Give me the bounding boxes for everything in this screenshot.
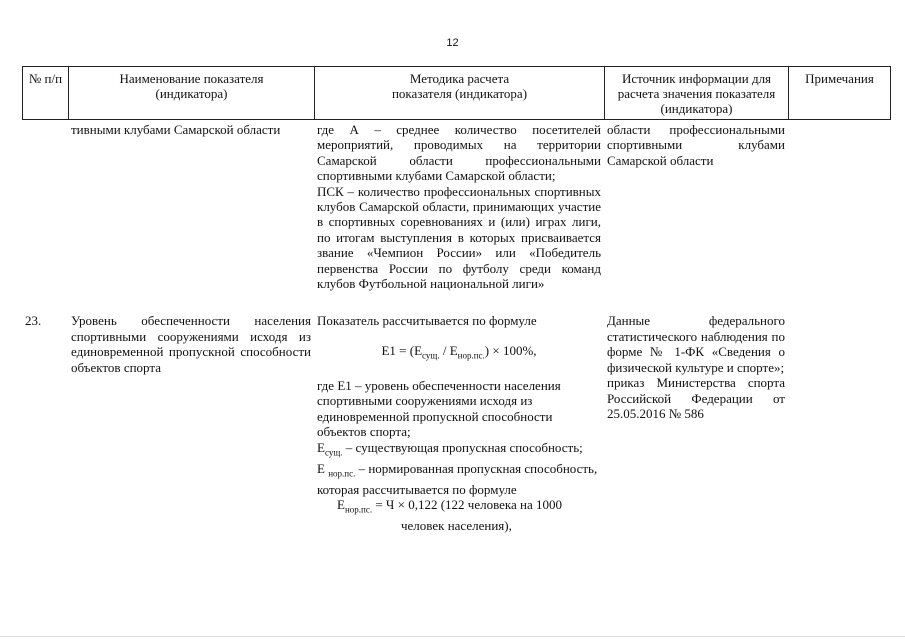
page-number: 12 <box>446 37 459 49</box>
formula-part: E <box>317 460 329 476</box>
row-method <box>314 311 604 533</box>
header-number: № п/п <box>23 67 69 120</box>
source-paragraph: Данные федерального статистического наблюдения по форме № 1-ФК «Сведения о физической культуре и спорте»; <box>607 313 785 375</box>
formula-part: E <box>337 496 345 512</box>
formula-subscript: сущ. <box>324 447 343 458</box>
method-text: – нормированная пропускная способность, которая рассчитывается по формуле <box>317 460 598 497</box>
header-method-line1: Методика расчета <box>409 71 510 86</box>
row-indicator-name: Уровень обеспеченности населения спортивными сооружениями исходя из единовременной пропускной способности объектов спорта <box>71 313 311 375</box>
row-number: 23. <box>25 313 42 329</box>
method-paragraph: ПСК – количество профессиональных спортивных клубов Самарской области, принимающих участие в спортивных соревнованиях и (или) играх лиги, по итогам выступления в которых присваивается звание «Чемпион России» или «Победитель первенства России по футболу среди команд клубов Футбольной национальной лиги» <box>317 183 601 292</box>
formula-norm <box>337 497 601 533</box>
formula-subscript: нор.пс. <box>344 504 373 515</box>
row-notes <box>788 120 890 291</box>
table-row <box>22 311 890 533</box>
method-text: – существующая пропускная способность; <box>342 439 583 455</box>
row-source <box>604 311 788 533</box>
row-notes <box>788 311 890 533</box>
formula-subscript: нор.пс. <box>457 350 485 361</box>
formula-e1 <box>317 343 601 364</box>
formula-line: человек населения), <box>401 517 512 533</box>
header-name-line1: Наименование показателя <box>119 71 264 86</box>
header-source-line3: (индикатора) <box>660 101 733 116</box>
row-indicator-name: тивными клубами Самарской области <box>71 122 281 137</box>
table-header <box>22 66 891 120</box>
header-notes: Примечания <box>789 67 891 120</box>
page-edge <box>0 636 905 637</box>
formula-subscript: нор.пс. <box>328 468 356 479</box>
header-indicator-name <box>69 67 315 120</box>
method-paragraph: где А – среднее количество посетителей мероприятий, проводимых на территории Самарской области профессиональными спортивными клубами Самарской области; <box>317 122 601 184</box>
header-method <box>315 67 605 120</box>
header-source-line1: Источник информации для <box>621 71 772 86</box>
formula-line <box>337 497 601 518</box>
formula-part: E <box>317 439 325 455</box>
indicator-table <box>22 66 890 533</box>
formula-part: E1 = (E <box>381 342 423 358</box>
formula-part: / E <box>439 342 458 358</box>
header-name-line2: (индикатора) <box>155 86 228 101</box>
table-body <box>22 120 890 533</box>
source-paragraph: приказ Министерства спорта Российской Федерации от 25.05.2016 № 586 <box>607 375 785 421</box>
method-paragraph <box>317 461 601 497</box>
formula-part: = Ч × 0,122 (122 человека на 1000 <box>372 496 563 512</box>
header-method-line2: показателя (индикатора) <box>391 86 528 101</box>
header-source-line2: расчета значения показателя <box>617 86 776 101</box>
method-paragraph: где E1 – уровень обеспеченности населения спортивными сооружениями исходя из единовременной пропускной способности объектов спорта; <box>317 377 561 440</box>
formula-part: ) × 100%, <box>484 342 537 358</box>
row-source: области профессиональными спортивными клубами Самарской области <box>607 122 785 168</box>
formula-subscript: сущ. <box>422 350 440 361</box>
row-method <box>314 120 604 291</box>
table-row <box>22 120 890 291</box>
header-source <box>605 67 789 120</box>
method-intro: Показатель рассчитывается по формуле <box>317 313 537 329</box>
row-number <box>22 120 68 291</box>
method-paragraph <box>317 440 601 461</box>
